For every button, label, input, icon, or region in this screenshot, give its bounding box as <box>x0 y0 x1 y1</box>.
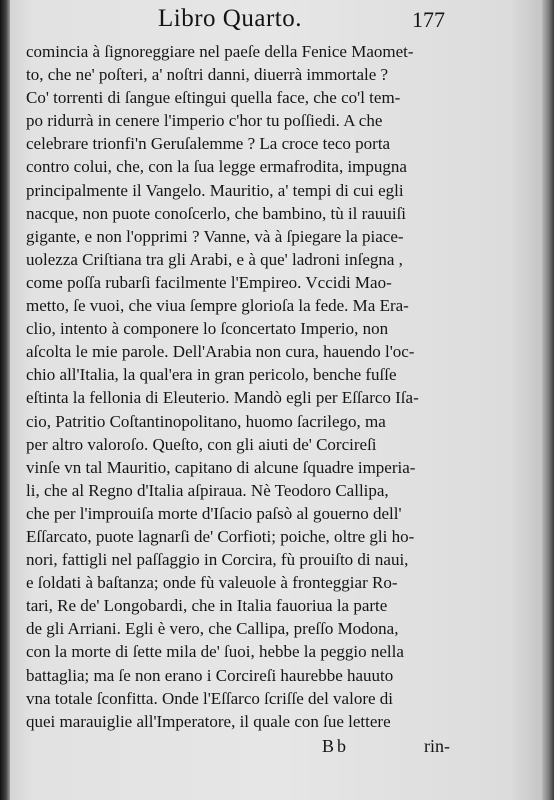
text-line: tari, Re de' Longobardi, che in Italia fauoriua la parte <box>26 596 388 616</box>
catchword: rin- <box>424 736 450 756</box>
page-header <box>0 2 554 38</box>
text-line: Co' torrenti di ſangue eſtingui quella face, che co'l tem- <box>26 88 401 108</box>
body-text <box>26 40 504 733</box>
text-line: vna totale ſconfitta. Onde l'Eſſarco ſcriſſe del valore di <box>26 688 394 708</box>
text-line: aſcolta le mie parole. Dell'Arabia non cura, hauendo l'oc- <box>26 342 415 362</box>
text-line: con la morte di ſette mila de' ſuoi, hebbe la peggio nella <box>26 642 404 662</box>
running-title: Libro Quarto. <box>158 5 302 32</box>
text-line: e ſoldati à baſtanza; onde fù valeuole à fronteggiar Ro- <box>26 573 398 593</box>
text-line: battaglia; ma ſe non erano i Corcireſi haurebbe hauuto <box>26 665 394 685</box>
page-gutter-shadow <box>0 0 10 800</box>
text-line: po ridurrà in cenere l'imperio c'hor tu poſſiedi. A che <box>26 111 383 131</box>
text-line: contro colui, che, con la ſua legge ermafrodita, impugna <box>26 157 407 177</box>
text-line: comincia à ſignoreggiare nel paeſe della Fenice Maomet- <box>26 42 414 61</box>
text-line: per altro valoroſo. Queſto, con gli aiuti de' Corcireſi <box>26 434 377 454</box>
text-line: eſtinta la fellonia di Eleuterio. Mandò egli per Eſſarco Iſa- <box>26 388 419 408</box>
text-line: come poſſa rubarſi facilmente l'Empireo. Vccidi Mao- <box>26 272 392 292</box>
text-line: celebrare trionfi'n Geruſalemme ? La croce teco porta <box>26 134 391 154</box>
text-line: cio, Patritio Coſtantinopolitano, huomo ſacrilego, ma <box>26 411 386 431</box>
text-line: vinſe vn tal Mauritio, capitano di alcune ſquadre imperia- <box>26 457 416 477</box>
text-line: Eſſarcato, puote lagnarſi de' Corfioti; poiche, oltre gli ho- <box>26 526 415 546</box>
page-edge-shadow <box>542 0 554 800</box>
text-line: principalmente il Vangelo. Mauritio, a' tempi di cui egli <box>26 180 404 200</box>
text-line: uolezza Criſtiana tra gli Arabi, e à que' ladroni inſegna , <box>26 249 403 269</box>
text-line: metto, ſe vuoi, che viua ſempre glorioſa la fede. Ma Era- <box>26 296 409 316</box>
text-line: chio all'Italia, la qual'era in gran pericolo, benche fuſſe <box>26 365 397 385</box>
text-line: che per l'improuiſa morte d'Iſacio paſsò al gouerno dell' <box>26 503 402 523</box>
signature-mark: Bb <box>322 736 350 756</box>
text-line: de gli Arriani. Egli è vero, che Callipa, preſſo Modona, <box>26 619 399 639</box>
text-line: to, che ne' poſteri, a' noſtri danni, diuerrà immortale ? <box>26 65 389 85</box>
page-number: 177 <box>412 7 445 32</box>
text-line: li, che al Regno d'Italia aſpiraua. Nè Teodoro Callipa, <box>26 480 389 500</box>
text-line: gigante, e non l'opprimi ? Vanne, và à ſpiegare la piace- <box>26 226 404 246</box>
text-line: clio, intento à componere lo ſconcertato Imperio, non <box>26 319 389 339</box>
text-line: nori, fattigli nel paſſaggio in Corcira, fù prouiſto di naui, <box>26 550 409 570</box>
text-line: nacque, non puote conoſcerlo, che bambino, tù il rauuiſi <box>26 203 407 223</box>
text-line: quei marauiglie all'Imperatore, il quale con ſue lettere <box>26 711 391 731</box>
